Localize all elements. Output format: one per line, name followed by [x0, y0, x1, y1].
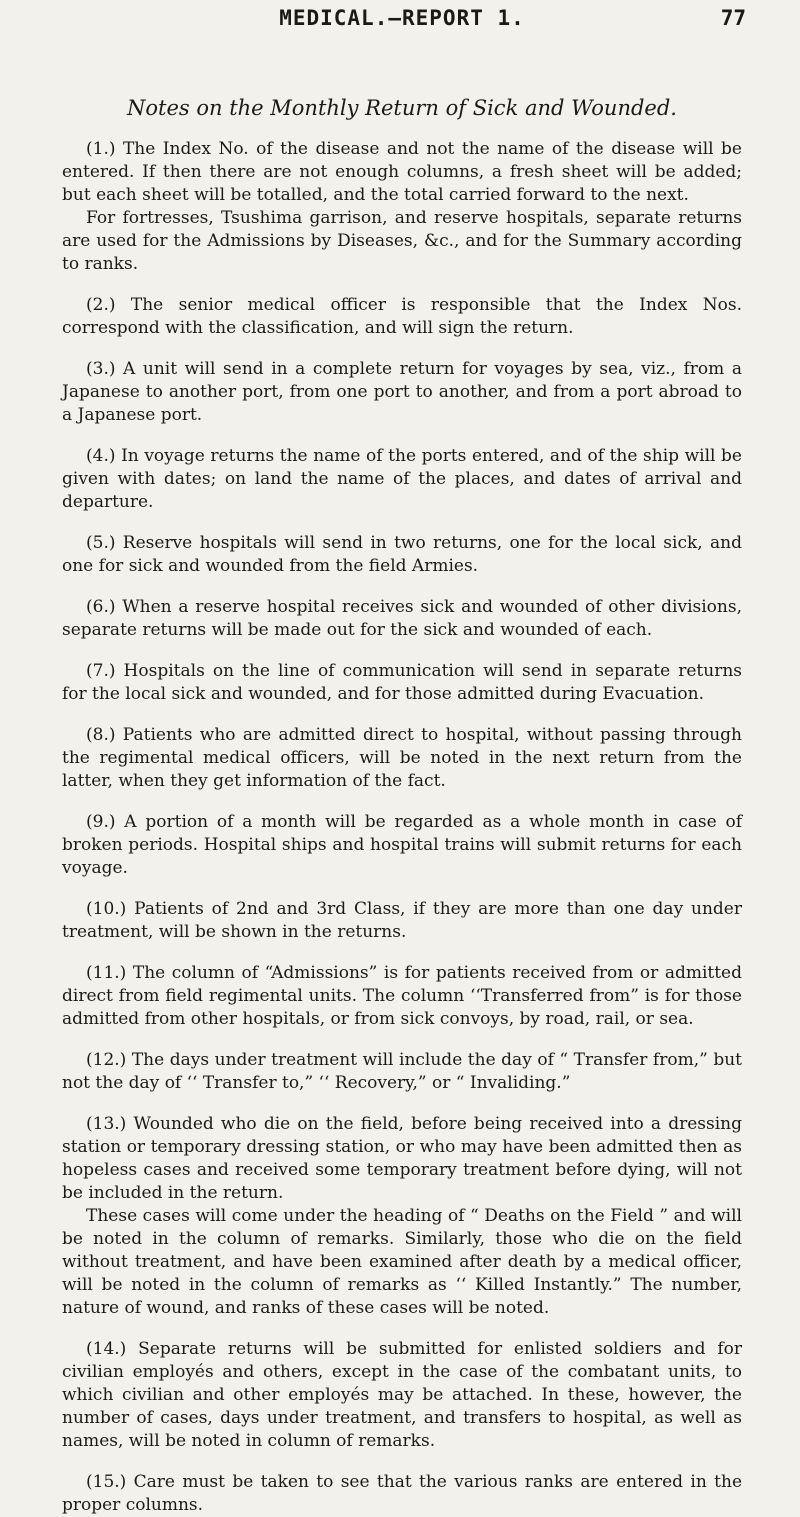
note-5: [62, 532, 742, 578]
note-3-paragraph: (3.) A unit will send in a complete return for voyages by sea, viz., from a Japanese to another port, from one port to another, and from a port abroad to a Japanese port.: [62, 359, 742, 425]
note-9-paragraph: (9.) A portion of a month will be regarded as a whole month in case of broken periods. Hospital ships and hospital trains will submit returns for each voyage.: [62, 812, 742, 878]
note-4: [62, 445, 742, 514]
note-2-paragraph: (2.) The senior medical officer is responsible that the Index Nos. correspond with the classification, and will sign the return.: [62, 295, 742, 338]
document-title: Notes on the Monthly Return of Sick and Wounded.: [127, 96, 677, 120]
note-1-paragraph-1: (1.) The Index No. of the disease and not the name of the disease will be entered. If then there are not enough columns, a fresh sheet will be added; but each sheet will be totalled, and the total carried forward to the next.: [62, 139, 742, 205]
note-11-paragraph: (11.) The column of “Admissions” is for patients received from or admitted direct from field regimental units. The column ‘‘Transferred from” is for those admitted from other hospitals, or from sick convoys, by road, rail, or sea.: [62, 963, 742, 1029]
note-4-paragraph: (4.) In voyage returns the name of the ports entered, and of the ship will be given with dates; on land the name of the places, and dates of arrival and departure.: [62, 446, 742, 512]
note-2: [62, 294, 742, 340]
note-3: [62, 358, 742, 427]
running-head: [62, 0, 746, 40]
note-15: [62, 1471, 742, 1517]
page-number: 77: [720, 6, 746, 30]
note-6: [62, 596, 742, 642]
note-14: [62, 1338, 742, 1453]
note-1-paragraph-2: For fortresses, Tsushima garrison, and reserve hospitals, separate returns are used for the Admissions by Diseases, &c., and for the Summary according to ranks.: [62, 208, 742, 274]
note-10: [62, 898, 742, 944]
note-7: [62, 660, 742, 706]
note-10-paragraph: (10.) Patients of 2nd and 3rd Class, if they are more than one day under treatment, will be shown in the returns.: [62, 899, 742, 942]
note-12: [62, 1049, 742, 1095]
note-7-paragraph: (7.) Hospitals on the line of communication will send in separate returns for the local sick and wounded, and for those admitted during Evacuation.: [62, 661, 742, 704]
note-1: [62, 138, 742, 276]
note-13-paragraph-2: These cases will come under the heading of “ Deaths on the Field ” and will be noted in the column of remarks. Similarly, those who die on the field without treatment, and have been examined after death by a medical officer, will be noted in the column of remarks as ‘‘ Killed Instantly.” The number, nature of wound, and ranks of these cases will be noted.: [62, 1206, 742, 1318]
note-5-paragraph: (5.) Reserve hospitals will send in two returns, one for the local sick, and one for sick and wounded from the field Armies.: [62, 533, 742, 576]
note-14-paragraph: (14.) Separate returns will be submitted for enlisted soldiers and for civilian employés and others, except in the case of the combatant units, to which civilian and other employés may be attached. In these, however, the number of cases, days under treatment, and transfers to hospital, as well as names, will be noted in column of remarks.: [62, 1339, 742, 1451]
header-title: MEDICAL.—REPORT 1.: [279, 6, 525, 30]
note-8: [62, 724, 742, 793]
note-13-paragraph-1: (13.) Wounded who die on the field, before being received into a dressing station or temporary dressing station, or who may have been admitted then as hopeless cases and received some temporary treatment before dying, will not be included in the return.: [62, 1114, 742, 1203]
note-15-paragraph: (15.) Care must be taken to see that the various ranks are entered in the proper columns.: [62, 1472, 742, 1515]
note-6-paragraph: (6.) When a reserve hospital receives sick and wounded of other divisions, separate returns will be made out for the sick and wounded of each.: [62, 597, 742, 640]
note-11: [62, 962, 742, 1031]
note-12-paragraph: (12.) The days under treatment will include the day of “ Transfer from,” but not the day of ‘‘ Transfer to,” ‘‘ Recovery,” or “ Invaliding.”: [62, 1050, 742, 1093]
note-8-paragraph: (8.) Patients who are admitted direct to hospital, without passing through the regimental medical officers, will be noted in the next return from the latter, when they get information of the fact.: [62, 725, 742, 791]
note-9: [62, 811, 742, 880]
note-13: [62, 1113, 742, 1320]
